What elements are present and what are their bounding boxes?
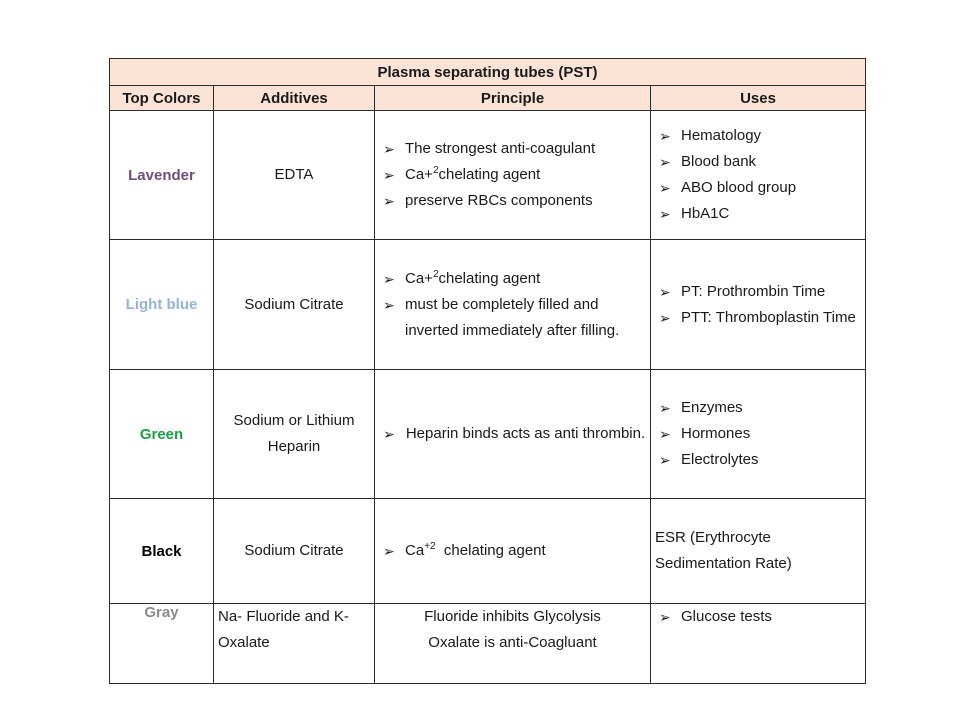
- uses-cell: [651, 604, 866, 684]
- header-top-colors: Top Colors: [110, 86, 214, 111]
- principle-item: ➢ Heparin binds acts as anti thrombin.: [383, 421, 646, 447]
- table-title: Plasma separating tubes (PST): [110, 59, 866, 86]
- arrow-bullet-icon: ➢: [659, 309, 671, 326]
- arrow-bullet-icon: ➢: [659, 128, 671, 144]
- arrow-bullet-icon: ➢: [659, 452, 671, 468]
- uses-item: ➢ Hormones: [659, 421, 861, 447]
- table-row-light-blue: [110, 240, 866, 370]
- color-cell-light-blue: Light blue: [110, 240, 214, 370]
- uses-item: ➢ PTT: Thromboplastin Time: [659, 305, 861, 331]
- header-principle: Principle: [375, 86, 651, 111]
- color-cell-green: Green: [110, 370, 214, 499]
- principle-item: ➢ Ca+$^2$chelating agent: [383, 162, 646, 188]
- color-cell-gray: Gray: [110, 604, 214, 684]
- table-row-black: [110, 499, 866, 604]
- additive-cell: Sodium Citrate: [214, 499, 375, 604]
- uses-cell: [651, 240, 866, 370]
- table-row-green: [110, 370, 866, 499]
- uses-cell: [651, 370, 866, 499]
- principle-line: Fluoride inhibits Glycolysis: [424, 608, 601, 625]
- additive-cell: Na- Fluoride and K- Oxalate: [214, 604, 375, 684]
- principle-item: ➢ preserve RBCs components: [383, 188, 646, 214]
- header-additives: Additives: [214, 86, 375, 111]
- arrow-bullet-icon: ➢: [383, 167, 395, 183]
- principle-item: ➢ Ca+$^2$chelating agent: [383, 266, 646, 292]
- arrow-bullet-icon: ➢: [383, 270, 395, 287]
- color-cell-lavender: Lavender: [110, 111, 214, 240]
- pst-table: [109, 58, 866, 684]
- arrow-bullet-icon: ➢: [659, 426, 671, 442]
- uses-item: ➢ Blood bank: [659, 149, 861, 175]
- uses-item: ➢ HbA1C: [659, 201, 861, 227]
- principle-line: Oxalate is anti-Coagluant: [428, 634, 597, 651]
- principle-cell: [375, 604, 651, 684]
- arrow-bullet-icon: ➢: [383, 141, 395, 157]
- arrow-bullet-icon: ➢: [383, 426, 395, 442]
- uses-item: ➢ ABO blood group: [659, 175, 861, 201]
- uses-cell: ESR (Erythrocyte Sedimentation Rate): [651, 499, 866, 604]
- uses-item: ➢ PT: Prothrombin Time: [659, 279, 861, 305]
- principle-item: ➢ The strongest anti-coagulant: [383, 136, 646, 162]
- arrow-bullet-icon: ➢: [383, 296, 395, 313]
- uses-item: ➢ Hematology: [659, 123, 861, 149]
- uses-item: ➢ Enzymes: [659, 395, 861, 421]
- table-row-lavender: [110, 111, 866, 240]
- arrow-bullet-icon: ➢: [383, 543, 395, 559]
- additive-cell: Sodium Citrate: [214, 240, 375, 370]
- principle-cell: [375, 370, 651, 499]
- additive-cell: Sodium or Lithium Heparin: [214, 370, 375, 499]
- uses-item: ➢ Glucose tests: [659, 604, 861, 630]
- arrow-bullet-icon: ➢: [659, 206, 671, 222]
- arrow-bullet-icon: ➢: [659, 400, 671, 416]
- header-uses: Uses: [651, 86, 866, 111]
- table-header-row: [110, 86, 866, 111]
- arrow-bullet-icon: ➢: [659, 154, 671, 170]
- uses-item: ➢ Electrolytes: [659, 447, 861, 473]
- principle-cell: [375, 499, 651, 604]
- principle-item: ➢ must be completely filled and inverted immediately after filling.: [383, 292, 646, 344]
- arrow-bullet-icon: ➢: [383, 193, 395, 209]
- arrow-bullet-icon: ➢: [659, 283, 671, 300]
- principle-item: ➢ $Ca^{+2}$ chelating agent: [383, 538, 646, 564]
- uses-cell: [651, 111, 866, 240]
- arrow-bullet-icon: ➢: [659, 180, 671, 196]
- table-title-row: [110, 59, 866, 86]
- color-cell-black: Black: [110, 499, 214, 604]
- principle-cell: [375, 111, 651, 240]
- principle-cell: [375, 240, 651, 370]
- additive-cell: EDTA: [214, 111, 375, 240]
- arrow-bullet-icon: ➢: [659, 609, 671, 625]
- table-row-gray: [110, 604, 866, 684]
